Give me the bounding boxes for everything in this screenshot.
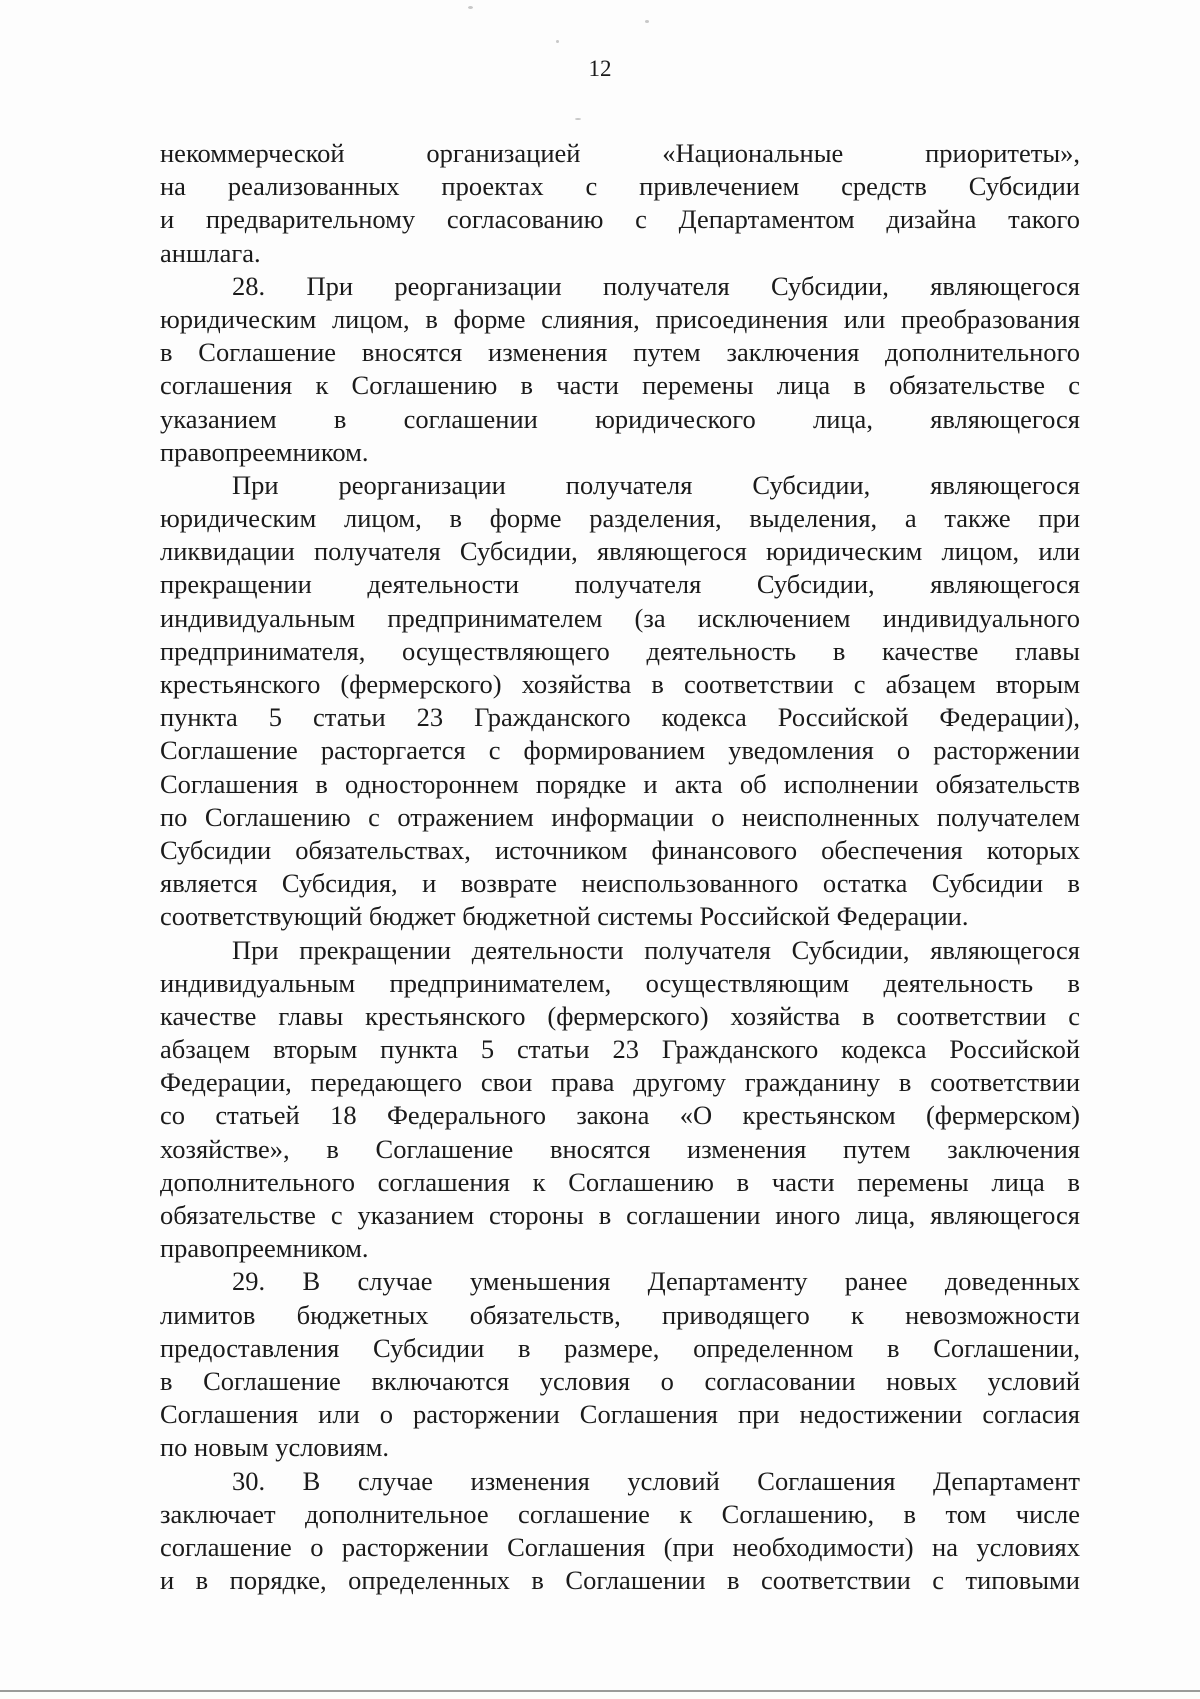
text-line: 30. В случае изменения условий Соглашения Департамент bbox=[232, 1465, 1080, 1496]
text-line: и предварительному согласованию с Департаментом дизайна такого bbox=[160, 204, 1080, 235]
text-line: 28. При реорганизации получателя Субсидии, являющегося bbox=[232, 270, 1080, 301]
text-line: предпринимателя, осуществляющего деятельность в качестве главы bbox=[160, 635, 1080, 666]
text-line: предоставления Субсидии в размере, определенном в Соглашении, bbox=[160, 1332, 1080, 1363]
text-line: указанием в соглашении юридического лица, являющегося bbox=[160, 403, 1080, 434]
text-line: индивидуальным предпринимателем (за исключением индивидуального bbox=[160, 602, 1080, 633]
text-line: 29. В случае уменьшения Департаменту ранее доведенных bbox=[232, 1266, 1080, 1297]
text-line: ликвидации получателя Субсидии, являющегося юридическим лицом, или bbox=[160, 536, 1080, 567]
text-line: со статьей 18 Федерального закона «О крестьянском (фермерском) bbox=[160, 1100, 1080, 1131]
text-line: Федерации, передающего свои права другому гражданину в соответствии bbox=[160, 1067, 1080, 1098]
text-line: Соглашения в одностороннем порядке и акта об исполнении обязательств bbox=[160, 768, 1080, 799]
text-line: и в порядке, определенных в Соглашении в соответствии с типовыми bbox=[160, 1565, 1080, 1596]
text-line: юридическим лицом, в форме разделения, выделения, а также при bbox=[160, 503, 1080, 534]
text-line: юридическим лицом, в форме слияния, присоединения или преобразования bbox=[160, 303, 1080, 334]
scan-artifact bbox=[556, 40, 559, 43]
text-line: правопреемником. bbox=[160, 1233, 369, 1264]
text-line: При реорганизации получателя Субсидии, являющегося bbox=[232, 469, 1080, 500]
text-line: в Соглашение включаются условия о согласовании новых условий bbox=[160, 1365, 1080, 1396]
text-line: соответствующий бюджет бюджетной системы Российской Федерации. bbox=[160, 901, 969, 932]
text-line: лимитов бюджетных обязательств, приводящего к невозможности bbox=[160, 1299, 1080, 1330]
page-bottom-edge bbox=[0, 1690, 1200, 1692]
text-line: качестве главы крестьянского (фермерского) хозяйства в соответствии с bbox=[160, 1000, 1080, 1031]
text-line: При прекращении деятельности получателя Субсидии, являющегося bbox=[232, 934, 1080, 965]
text-line: соглашение о расторжении Соглашения (при необходимости) на условиях bbox=[160, 1531, 1080, 1562]
text-line: абзацем вторым пункта 5 статьи 23 Гражданского кодекса Российской bbox=[160, 1034, 1080, 1065]
text-line: является Субсидия, и возврате неиспользованного остатка Субсидии в bbox=[160, 868, 1080, 899]
text-line: хозяйстве», в Соглашение вносятся изменения путем заключения bbox=[160, 1133, 1080, 1164]
text-line: по Соглашению с отражением информации о неисполненных получателем bbox=[160, 801, 1080, 832]
text-line: прекращении деятельности получателя Субсидии, являющегося bbox=[160, 569, 1080, 600]
scan-artifact bbox=[468, 6, 473, 9]
text-line: Соглашение расторгается с формированием уведомления о расторжении bbox=[160, 735, 1080, 766]
text-line: по новым условиям. bbox=[160, 1432, 389, 1463]
text-line: дополнительного соглашения к Соглашению в части перемены лица в bbox=[160, 1166, 1080, 1197]
text-line: соглашения к Соглашению в части перемены лица в обязательстве с bbox=[160, 370, 1080, 401]
text-line: правопреемником. bbox=[160, 436, 369, 467]
scan-artifact bbox=[575, 118, 581, 120]
text-line: индивидуальным предпринимателем, осуществляющим деятельность в bbox=[160, 967, 1080, 998]
text-line: в Соглашение вносятся изменения путем заключения дополнительного bbox=[160, 337, 1080, 368]
text-line: некоммерческой организацией «Национальные приоритеты», bbox=[160, 138, 1080, 168]
text-line: заключает дополнительное соглашение к Соглашению, в том числе bbox=[160, 1498, 1080, 1529]
text-line: Соглашения или о расторжении Соглашения при недостижении согласия bbox=[160, 1399, 1080, 1430]
page-number: 12 bbox=[588, 56, 612, 81]
text-line: обязательстве с указанием стороны в соглашении иного лица, являющегося bbox=[160, 1200, 1080, 1230]
scan-artifact bbox=[645, 20, 649, 23]
document-body bbox=[160, 137, 1080, 1597]
text-line: на реализованных проектах с привлечением средств Субсидии bbox=[160, 171, 1080, 202]
text-line: аншлага. bbox=[160, 237, 261, 268]
text-line: крестьянского (фермерского) хозяйства в соответствии с абзацем вторым bbox=[160, 669, 1080, 699]
text-line: Субсидии обязательствах, источником финансового обеспечения которых bbox=[160, 834, 1080, 865]
text-line: пункта 5 статьи 23 Гражданского кодекса Российской Федерации), bbox=[160, 702, 1080, 733]
